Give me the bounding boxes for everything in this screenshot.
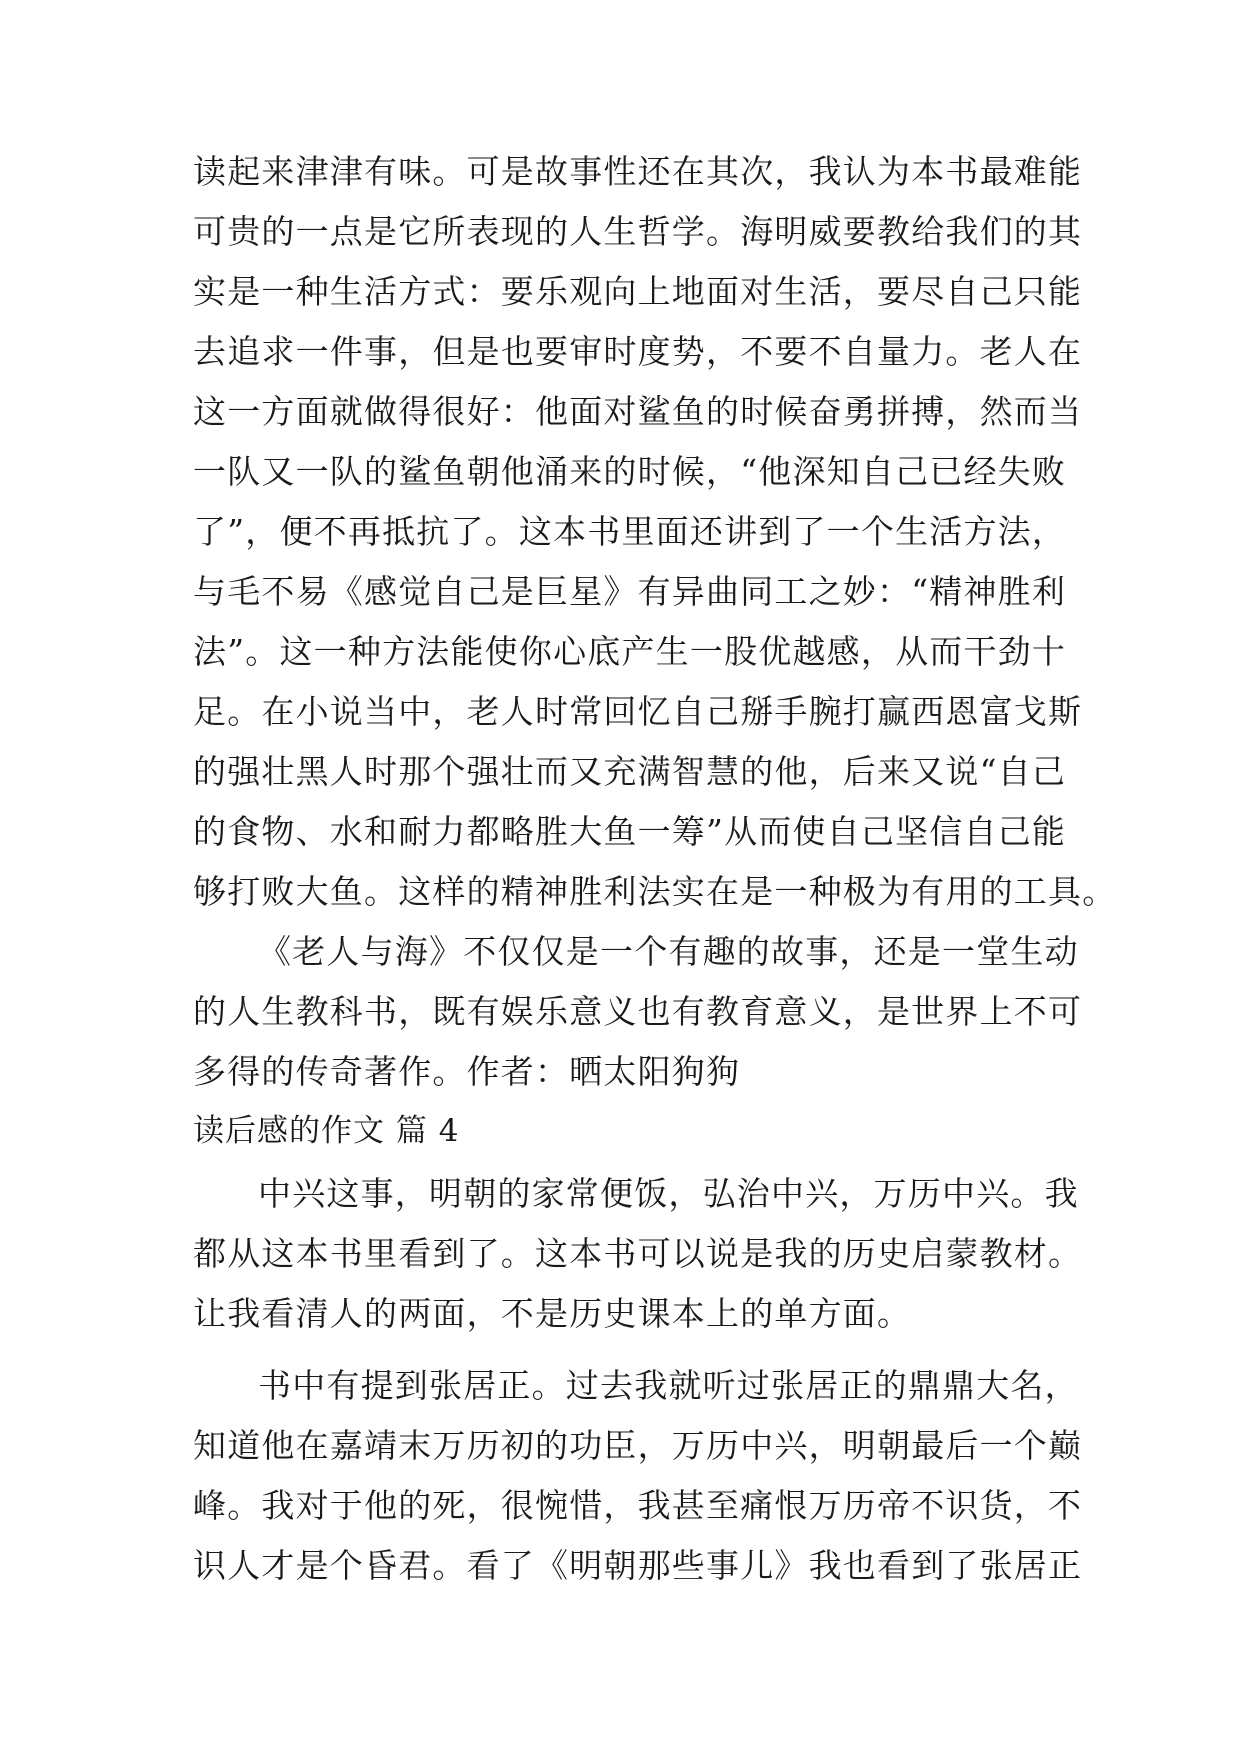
paragraph-first-line: 书中有提到张居正。过去我就听过张居正的鼎鼎大名，: [258, 1366, 1079, 1405]
body-text-line: 让我看清人的两面，不是历史课本上的单方面。: [193, 1294, 912, 1333]
body-text-line: 这一方面就做得很好：他面对鲨鱼的时候奋勇拼搏，然而当: [193, 392, 1083, 431]
body-text-line: 多得的传奇著作。作者：晒太阳狗狗: [193, 1052, 741, 1091]
body-text-line: 知道他在嘉靖末万历初的功臣，万历中兴，明朝最后一个巅: [193, 1426, 1083, 1465]
body-text-line: 都从这本书里看到了。这本书可以说是我的历史启蒙教材。: [193, 1234, 1083, 1273]
body-text-line: 实是一种生活方式：要乐观向上地面对生活，要尽自己只能: [193, 272, 1083, 311]
body-text-line: 峰。我对于他的死，很惋惜，我甚至痛恨万历帝不识货，不: [193, 1486, 1083, 1525]
body-text-line: 识人才是个昏君。看了《明朝那些事儿》我也看到了张居正: [193, 1546, 1083, 1585]
paragraph-first-line: 《老人与海》不仅仅是一个有趣的故事，还是一堂生动: [258, 932, 1079, 971]
body-text-line: 读起来津津有味。可是故事性还在其次，我认为本书最难能: [193, 152, 1083, 191]
body-text-line: 足。在小说当中，老人时常回忆自己掰手腕打赢西恩富戈斯: [193, 692, 1083, 731]
body-text-line: 够打败大鱼。这样的精神胜利法实在是一种极为有用的工具。: [193, 872, 1117, 911]
body-text-line: 的食物、水和耐力都略胜大鱼一筹”从而使自己坚信自己能: [193, 812, 1067, 851]
body-text-line: 了”，便不再抵抗了。这本书里面还讲到了一个生活方法，: [193, 512, 1067, 551]
body-text-line: 与毛不易《感觉自己是巨星》有异曲同工之妙：“精神胜利: [193, 572, 1067, 611]
paragraph-first-line: 中兴这事，明朝的家常便饭，弘治中兴，万历中兴。我: [258, 1174, 1079, 1213]
body-text-line: 去追求一件事，但是也要审时度势，不要不自量力。老人在: [193, 332, 1083, 371]
section-heading: 读后感的作文 篇 4: [193, 1113, 460, 1149]
body-text-line: 的人生教科书，既有娱乐意义也有教育意义，是世界上不可: [193, 992, 1083, 1031]
body-text-line: 法”。这一种方法能使你心底产生一股优越感，从而干劲十: [193, 632, 1067, 671]
body-text-line: 的强壮黑人时那个强壮而又充满智慧的他，后来又说“自己: [193, 752, 1067, 791]
body-text-line: 一队又一队的鲨鱼朝他涌来的时候，“他深知自己已经失败: [193, 452, 1067, 491]
body-text-line: 可贵的一点是它所表现的人生哲学。海明威要教给我们的其: [193, 212, 1083, 251]
